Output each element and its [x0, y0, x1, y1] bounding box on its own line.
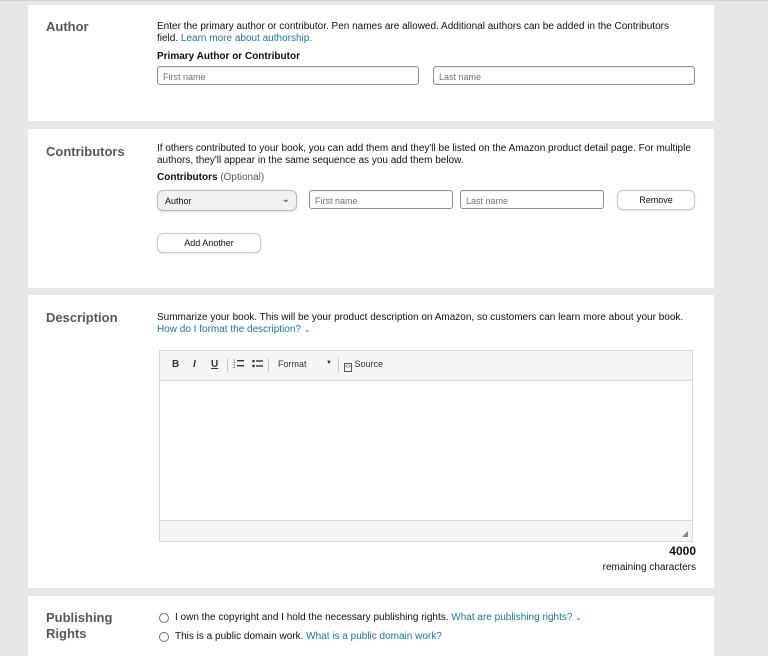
publishing-rights-section [28, 596, 714, 656]
contributors-description: If others contributed to your book, you can add them and they'll be listed on the Amazon product detail page. For multiple authors, they'll appear in the same sequence as you add them below. [157, 143, 691, 166]
remaining-characters-count: 4000 [669, 544, 696, 558]
editor-content-area[interactable] [160, 380, 692, 521]
toolbar-divider [227, 358, 228, 372]
add-another-button[interactable]: Add Another [157, 233, 261, 253]
source-button[interactable] [344, 359, 383, 372]
own-rights-option[interactable] [175, 612, 710, 624]
dropdown-arrow-icon: ▼ [326, 360, 332, 366]
description-editor [159, 350, 693, 542]
contributors-section [28, 129, 714, 288]
editor-toolbar [160, 351, 692, 381]
toolbar-divider [268, 358, 269, 372]
author-last-name-input[interactable]: Last name [433, 66, 695, 85]
format-dropdown[interactable] [278, 359, 334, 369]
contributor-role-value: Author [165, 196, 192, 206]
contributors-section-title: Contributors [46, 144, 125, 159]
format-description-link[interactable]: How do I format the description? [157, 324, 301, 335]
source-icon: <> [345, 364, 351, 370]
author-description-text: Enter the primary author or contributor. Pen names are allowed. Additional authors can be added in the Contributors field. [157, 21, 669, 44]
underline-button[interactable]: U [211, 359, 219, 370]
public-domain-link[interactable]: What is a public domain work? [306, 631, 442, 642]
own-rights-text: I own the copyright and I hold the necessary publishing rights. [175, 612, 449, 623]
description-section [28, 295, 714, 588]
chevron-down-icon[interactable]: ⌄ [575, 613, 582, 622]
remove-contributor-button[interactable]: Remove [617, 190, 695, 210]
remaining-characters-label: remaining characters [602, 562, 696, 573]
top-divider [0, 0, 768, 1]
chevron-down-icon: ⌄ [281, 194, 290, 205]
contributor-last-name-input[interactable]: Last name [460, 190, 604, 209]
contributors-label-row [157, 172, 692, 184]
bulleted-list-icon[interactable] [252, 358, 264, 373]
format-dropdown-label: Format [278, 359, 307, 369]
contributors-label: Contributors [157, 172, 218, 183]
publishing-rights-link[interactable]: What are publishing rights? [451, 612, 573, 623]
author-first-name-input[interactable]: First name [157, 66, 419, 85]
author-section-title: Author [46, 19, 89, 34]
contributor-first-name-input[interactable]: First name [309, 190, 453, 209]
svg-text:2: 2 [233, 364, 236, 369]
description-section-title: Description [46, 310, 118, 325]
bold-button[interactable]: B [172, 359, 180, 370]
authorship-learn-more-link[interactable]: Learn more about authorship. [180, 33, 313, 44]
primary-author-label: Primary Author or Contributor [157, 51, 300, 62]
publishing-rights-title [46, 610, 112, 642]
own-rights-radio[interactable] [159, 613, 169, 623]
optional-tag: (Optional) [220, 172, 265, 183]
author-section [28, 5, 714, 121]
resize-handle-icon[interactable]: ◢ [681, 529, 688, 538]
public-domain-radio[interactable] [159, 632, 169, 642]
source-label: Source [354, 359, 384, 369]
description-instructions: Summarize your book. This will be your product description on Amazon, so customers can learn more about your book. [157, 312, 684, 323]
svg-text:1: 1 [233, 359, 236, 364]
format-help-row [157, 324, 692, 336]
editor-statusbar [160, 520, 692, 541]
publishing-rights-title-line2: Rights [46, 626, 87, 641]
publishing-rights-title-line1: Publishing [46, 610, 113, 625]
author-description [157, 21, 692, 45]
contributor-role-select[interactable] [157, 190, 297, 211]
public-domain-option[interactable] [175, 631, 710, 643]
italic-button[interactable]: I [193, 359, 196, 370]
numbered-list-icon[interactable] [233, 358, 245, 373]
toolbar-divider [338, 358, 339, 372]
chevron-down-icon[interactable]: ⌄ [303, 325, 311, 334]
public-domain-text: This is a public domain work. [175, 631, 304, 642]
